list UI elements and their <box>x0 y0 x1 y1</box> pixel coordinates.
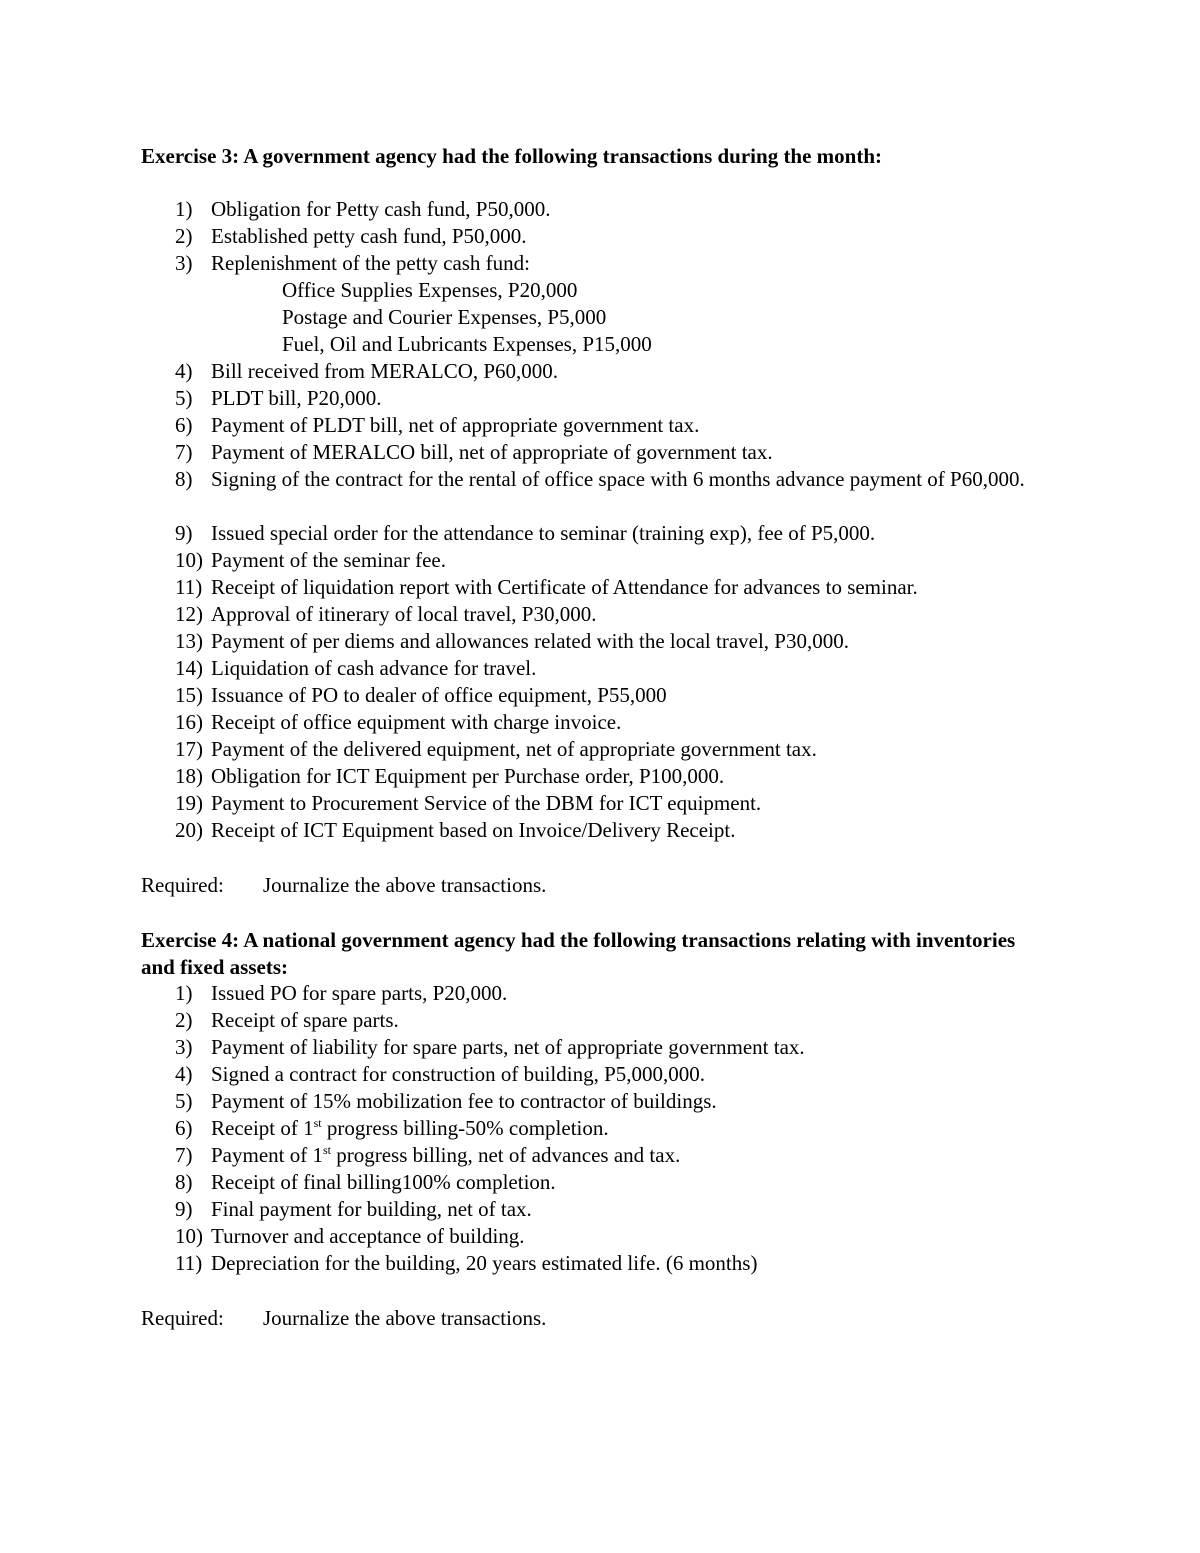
item-number: 5) <box>175 386 193 410</box>
item-text <box>211 1115 609 1142</box>
ordinal-suffix: st <box>313 1116 322 1130</box>
item-text: Obligation for ICT Equipment per Purchase order, P100,000. <box>211 764 725 788</box>
item-text: Depreciation for the building, 20 years estimated life. (6 months) <box>211 1251 758 1275</box>
subitem-text: Office Supplies Expenses, P20,000 <box>282 278 578 302</box>
item-number: 1) <box>175 197 193 221</box>
item-text: Payment of MERALCO bill, net of appropriate of government tax. <box>211 440 773 464</box>
item-number: 3) <box>175 1035 193 1059</box>
item-text-end: progress billing-50% completion. <box>321 1116 609 1140</box>
item-text: Approval of itinerary of local travel, P30,000. <box>211 602 597 626</box>
item-text: Receipt of office equipment with charge invoice. <box>211 710 622 734</box>
item-number: 6) <box>175 1116 193 1140</box>
subitem-text: Fuel, Oil and Lubricants Expenses, P15,000 <box>282 332 652 356</box>
item-number: 11) <box>175 575 203 599</box>
item-text: Replenishment of the petty cash fund: <box>211 251 531 275</box>
item-number: 16) <box>175 710 203 734</box>
item-text: Obligation for Petty cash fund, P50,000. <box>211 197 551 221</box>
item-number: 10) <box>175 548 203 572</box>
item-number: 5) <box>175 1089 193 1113</box>
item-number: 19) <box>175 791 203 815</box>
item-number: 6) <box>175 413 193 437</box>
item-text: Final payment for building, net of tax. <box>211 1197 532 1221</box>
item-number: 20) <box>175 818 203 842</box>
item-text: Issued PO for spare parts, P20,000. <box>211 981 508 1005</box>
exercise-4-heading: Exercise 4: A national government agency had the following transactions relating with inventories and fixed assets: <box>141 928 1016 979</box>
item-number: 1) <box>175 981 193 1005</box>
item-text: Payment of 15% mobilization fee to contractor of buildings. <box>211 1089 717 1113</box>
required-text: Journalize the above transactions. <box>263 1306 547 1330</box>
required-label: Required: <box>141 873 224 897</box>
item-number: 17) <box>175 737 203 761</box>
item-text: Payment to Procurement Service of the DBM for ICT equipment. <box>211 791 762 815</box>
item-number: 7) <box>175 440 193 464</box>
required-label: Required: <box>141 1306 224 1330</box>
item-text: Receipt of ICT Equipment based on Invoice/Delivery Receipt. <box>211 818 736 842</box>
item-number: 10) <box>175 1224 203 1248</box>
item-text: Receipt of liquidation report with Certificate of Attendance for advances to seminar. <box>211 575 918 599</box>
item-number: 12) <box>175 602 203 626</box>
item-text-start: Payment of 1 <box>211 1143 323 1167</box>
item-number: 13) <box>175 629 203 653</box>
required-text: Journalize the above transactions. <box>263 873 547 897</box>
item-text: Bill received from MERALCO, P60,000. <box>211 359 559 383</box>
item-number: 8) <box>175 467 193 491</box>
item-number: 15) <box>175 683 203 707</box>
item-number: 11) <box>175 1251 203 1275</box>
item-text <box>211 1142 680 1169</box>
item-number: 4) <box>175 359 193 383</box>
item-text: Liquidation of cash advance for travel. <box>211 656 537 680</box>
item-text: Receipt of spare parts. <box>211 1008 399 1032</box>
item-text: Payment of the delivered equipment, net of appropriate government tax. <box>211 737 817 761</box>
item-text: PLDT bill, P20,000. <box>211 386 382 410</box>
item-text: Issued special order for the attendance to seminar (training exp), fee of P5,000. <box>211 521 876 545</box>
item-number: 18) <box>175 764 203 788</box>
item-text: Signing of the contract for the rental of office space with 6 months advance payment of P60,000. <box>211 467 1025 491</box>
item-number: 7) <box>175 1143 193 1167</box>
exercise-3-heading: Exercise 3: A government agency had the following transactions during the month: <box>141 144 883 168</box>
item-text: Established petty cash fund, P50,000. <box>211 224 527 248</box>
item-text: Payment of per diems and allowances related with the local travel, P30,000. <box>211 629 849 653</box>
item-number: 9) <box>175 1197 193 1221</box>
item-text-end: progress billing, net of advances and tax. <box>331 1143 681 1167</box>
item-number: 2) <box>175 1008 193 1032</box>
item-text: Turnover and acceptance of building. <box>211 1224 525 1248</box>
ordinal-suffix: st <box>322 1143 331 1157</box>
item-number: 9) <box>175 521 193 545</box>
item-number: 14) <box>175 656 203 680</box>
item-text: Issuance of PO to dealer of office equipment, P55,000 <box>211 683 667 707</box>
subitem-text: Postage and Courier Expenses, P5,000 <box>282 305 607 329</box>
item-number: 3) <box>175 251 193 275</box>
item-number: 8) <box>175 1170 193 1194</box>
item-text: Payment of the seminar fee. <box>211 548 446 572</box>
item-text: Signed a contract for construction of building, P5,000,000. <box>211 1062 706 1086</box>
item-number: 4) <box>175 1062 193 1086</box>
item-text: Receipt of final billing100% completion. <box>211 1170 556 1194</box>
item-text-start: Receipt of 1 <box>211 1116 314 1140</box>
item-text: Payment of liability for spare parts, net of appropriate government tax. <box>211 1035 805 1059</box>
item-number: 2) <box>175 224 193 248</box>
item-text: Payment of PLDT bill, net of appropriate government tax. <box>211 413 700 437</box>
